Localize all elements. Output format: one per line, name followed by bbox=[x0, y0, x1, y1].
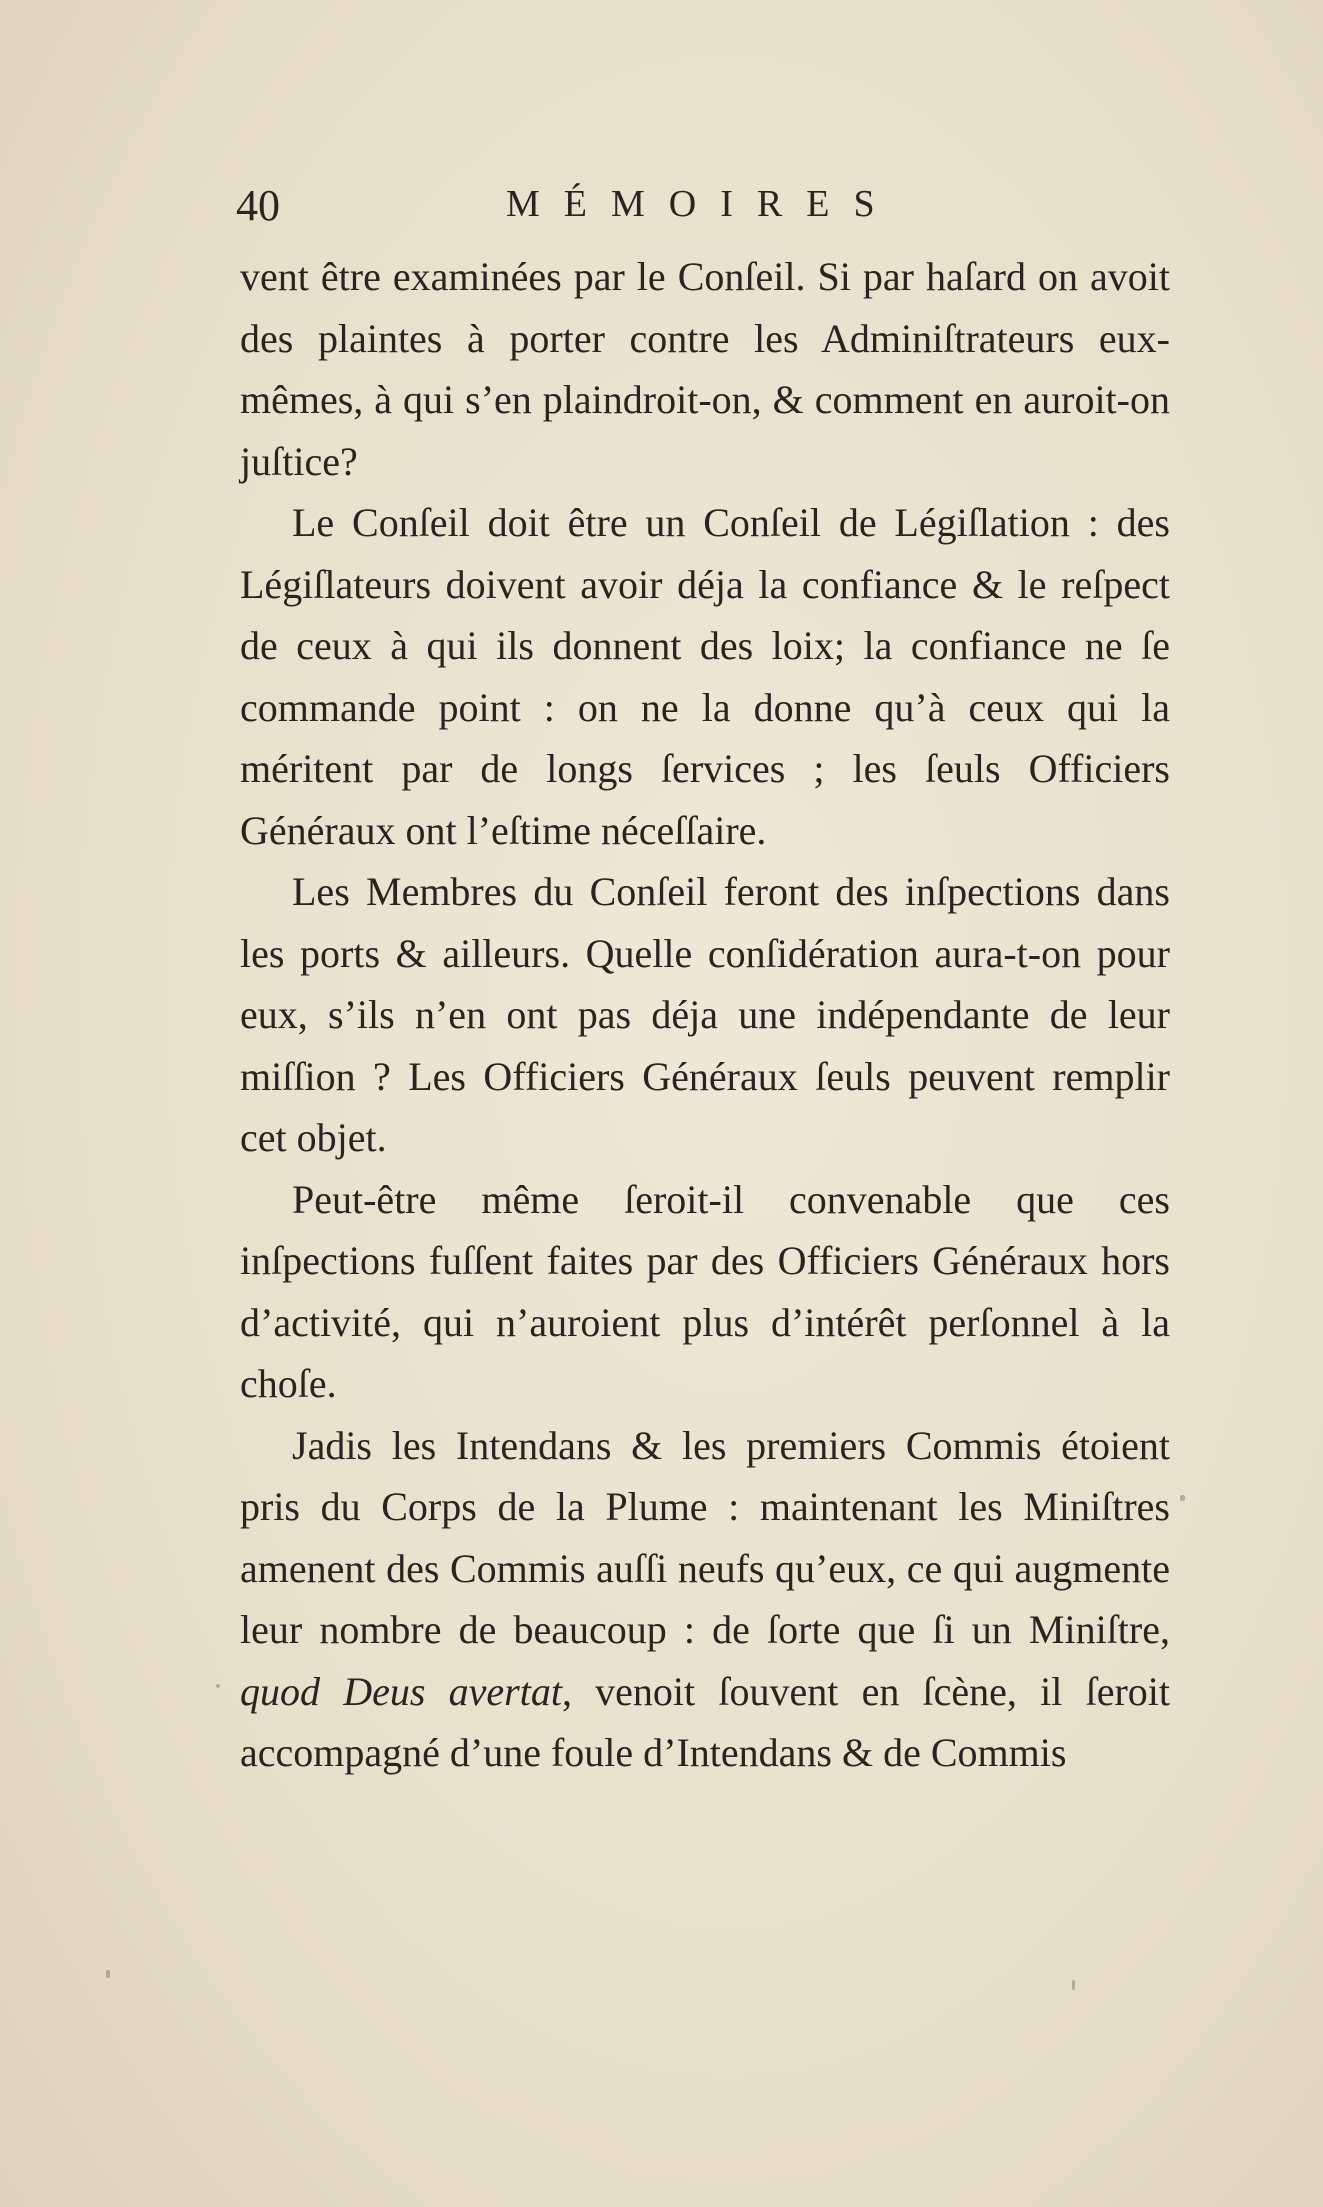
paper-speck bbox=[1072, 1980, 1075, 1990]
paragraph-5-lead: Jadis les Intendans & les premiers Commis étoient pris du Corps de la Plume : maintenant les Miniſtres amenent des Commis auſſi neufs qu’eux, ce qui augmente leur nombre de beaucoup : de ſorte que ſi un Miniſtre, bbox=[240, 1422, 1170, 1652]
paragraph-5 bbox=[240, 1415, 1170, 1784]
paper-speck bbox=[216, 1684, 220, 1688]
paragraph-2: Le Conſeil doit être un Conſeil de Légiſlation : des Légiſlateurs doivent avoir déja la confiance & le reſpect de ceux à qui ils donnent des loix; la confiance ne ſe commande point : on ne la donne qu’à ceux qui la méritent par de longs ſervices ; les ſeuls Officiers Généraux ont l’eſtime néceſſaire. bbox=[240, 500, 1170, 853]
running-head: MÉMOIRES bbox=[506, 183, 899, 225]
paragraph-1: vent être examinées par le Conſeil. Si par haſard on avoit des plaintes à porter contre les Adminiſtrateurs eux-mêmes, à qui s’en plaindroit-on, & comment en auroit-on juſtice? bbox=[240, 254, 1170, 484]
paper-speck bbox=[106, 1970, 110, 1978]
paper-speck bbox=[1180, 1495, 1185, 1501]
paragraph-3: Les Membres du Conſeil feront des inſpections dans les ports & ailleurs. Quelle conſidération aura-t-on pour eux, s’ils n’en ont pas déja une indépendante de leur miſſion ? Les Officiers Généraux ſeuls peuvent remplir cet objet. bbox=[240, 869, 1170, 1160]
page-number: 40 bbox=[236, 181, 280, 230]
paragraph-4: Peut-être même ſeroit-il convenable que ces inſpections fuſſent faites par des Officiers Généraux hors d’activité, qui n’auroient plus d’intérêt perſonnel à la choſe. bbox=[240, 1176, 1170, 1406]
body-text bbox=[240, 246, 1170, 1784]
page-header bbox=[236, 180, 1166, 240]
paragraph-5-tail: , venoit ſouvent en ſcène, il ſeroit accompagné d’une foule d’Intendans & de Commis bbox=[240, 1668, 1170, 1775]
latin-phrase: quod Deus avertat bbox=[240, 1668, 562, 1714]
